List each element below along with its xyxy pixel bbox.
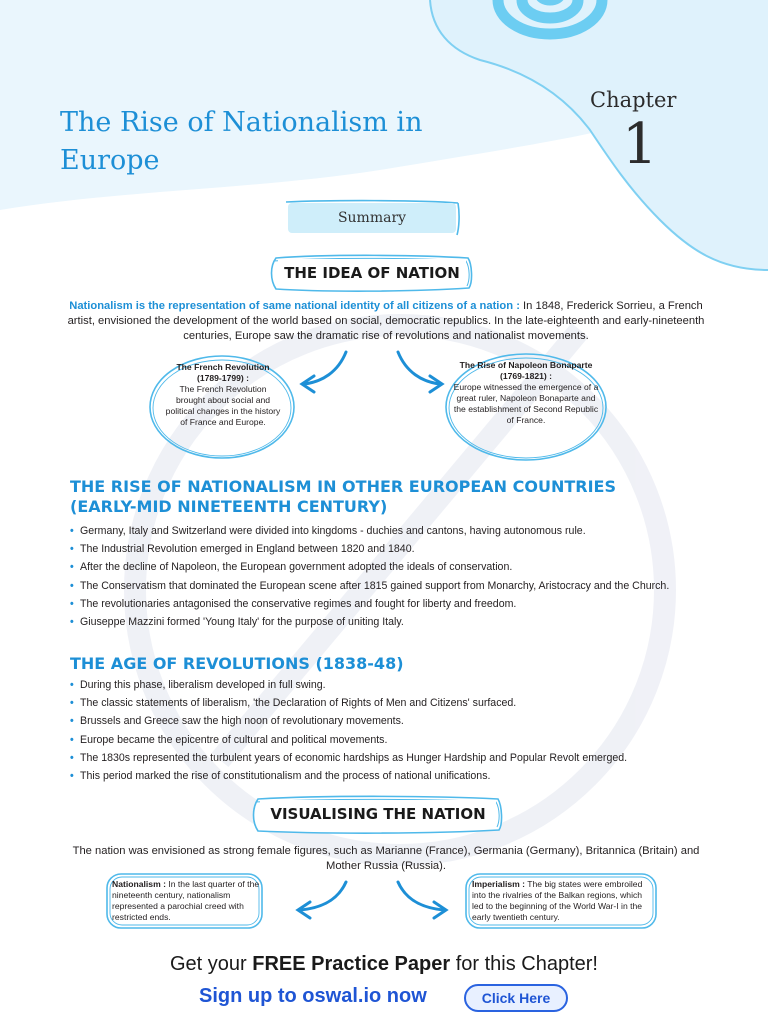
rise-bullet-list bbox=[70, 525, 710, 634]
idea-intro-text: In 1848, Frederick Sorrieu, a French artist, envisioned the development of the world based on social, democratic republics. In the late-eighteenth and early-nineteenth centuries, Europe saw the dramatic rise of revolutions and nationalist movements. bbox=[67, 300, 705, 342]
idea-heading: THE IDEA OF NATION bbox=[278, 259, 466, 287]
nationalism-card-title: Nationalism : bbox=[112, 879, 166, 889]
idea-intro bbox=[66, 299, 706, 344]
french-revolution-title: The French Revolution (1789-1799) : bbox=[176, 362, 270, 383]
list-item: • This period marked the rise of constitutionalism and the process of national unifications. bbox=[70, 770, 710, 783]
list-item: • Brussels and Greece saw the high noon of revolutionary movements. bbox=[70, 715, 710, 728]
chapter-label: Chapter bbox=[590, 88, 677, 112]
summary-badge: Summary bbox=[288, 203, 456, 233]
age-bullet-list bbox=[70, 679, 710, 788]
visualising-heading: VISUALISING THE NATION bbox=[260, 800, 496, 828]
nationalism-card-body: In the last quarter of the nineteenth century, nationalism represented a parochial creed with restricted ends. bbox=[112, 879, 260, 922]
cta-prefix: Get your bbox=[170, 953, 253, 975]
rise-heading-line-2: (EARLY-MID NINETEENTH CENTURY) bbox=[70, 497, 388, 516]
list-item: • During this phase, liberalism developed in full swing. bbox=[70, 679, 710, 692]
list-item: • Europe became the epicentre of cultural and political movements. bbox=[70, 734, 710, 747]
nationalism-card-text bbox=[112, 879, 262, 923]
list-item: • The Industrial Revolution emerged in England between 1820 and 1840. bbox=[70, 543, 710, 556]
title-line-2: Europe bbox=[60, 145, 160, 176]
list-item: • After the decline of Napoleon, the European government adopted the ideals of conservation. bbox=[70, 561, 710, 574]
idea-intro-lead: Nationalism is the representation of same national identity of all citizens of a nation : bbox=[69, 300, 520, 312]
cta-suffix: for this Chapter! bbox=[450, 953, 598, 975]
list-item: • Germany, Italy and Switzerland were divided into kingdoms - duchies and cantons, having autonomous rule. bbox=[70, 525, 710, 538]
free-practice-paper-line bbox=[0, 953, 768, 976]
page-title bbox=[60, 104, 480, 180]
cta-bold: FREE Practice Paper bbox=[252, 953, 451, 975]
visualising-text: The nation was envisioned as strong female figures, such as Marianne (France), Germania (Germany), Britannica (Britain) and Mother Russia (Russia). bbox=[72, 845, 700, 872]
rise-heading bbox=[70, 477, 710, 517]
napoleon-text bbox=[452, 360, 600, 426]
curved-arrow-left-icon bbox=[302, 352, 346, 392]
curved-arrow-right-icon bbox=[398, 352, 442, 392]
french-revolution-text bbox=[165, 362, 281, 428]
age-heading: THE AGE OF REVOLUTIONS (1838-48) bbox=[70, 654, 404, 673]
imperialism-card-body: The big states were embroiled into the rivalries of the Balkan regions, which led to the beginning of the World War-I in the early twentieth century. bbox=[472, 879, 643, 922]
click-here-button[interactable]: Click Here bbox=[464, 984, 568, 1012]
imperialism-card-text bbox=[472, 879, 652, 923]
french-revolution-body: The French Revolution brought about social and political changes in the history of France and Europe. bbox=[165, 384, 281, 427]
imperialism-card-title: Imperialism : bbox=[472, 879, 526, 889]
list-item: • The revolutionaries antagonised the conservative regimes and fought for liberty and freedom. bbox=[70, 598, 710, 611]
napoleon-title: The Rise of Napoleon Bonaparte (1769-1821) : bbox=[459, 360, 593, 381]
napoleon-body: Europe witnessed the emergence of a great ruler, Napoleon Bonaparte and the establishment of Second Republic of France. bbox=[453, 382, 599, 425]
title-line-1: The Rise of Nationalism in bbox=[60, 107, 423, 138]
list-item: • The Conservatism that dominated the European scene after 1815 gained support from Monarchy, Aristocracy and the Church. bbox=[70, 580, 710, 593]
list-item: • The 1830s represented the turbulent years of economic hardships as Hunger Hardship and Popular Revolt emerged. bbox=[70, 752, 710, 765]
visual-arrow-right-icon bbox=[398, 882, 446, 918]
visual-arrow-left-icon bbox=[298, 882, 346, 918]
list-item: • The classic statements of liberalism, 'the Declaration of Rights of Men and Citizens' surfaced. bbox=[70, 697, 710, 710]
rise-heading-line-1: THE RISE OF NATIONALISM IN OTHER EUROPEAN COUNTRIES bbox=[70, 477, 616, 496]
signup-link[interactable]: Sign up to oswal.io now bbox=[199, 985, 427, 1007]
chapter-number: 1 bbox=[622, 112, 658, 177]
list-item: • Giuseppe Mazzini formed 'Young Italy' for the purpose of uniting Italy. bbox=[70, 616, 710, 629]
